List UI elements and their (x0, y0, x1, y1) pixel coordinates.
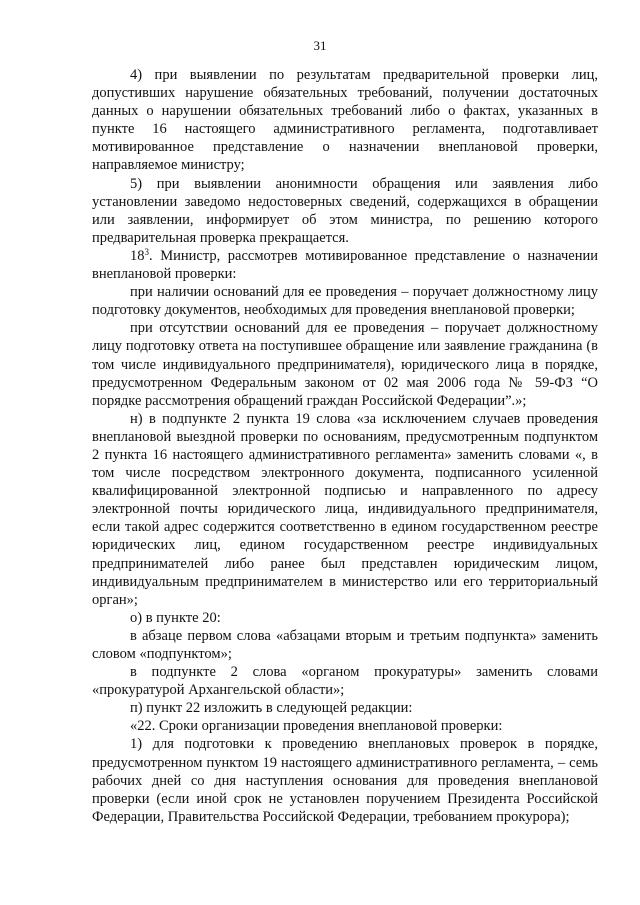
page-number: 31 (313, 38, 327, 53)
paragraph-item-4: 4) при выявлении по результатам предварительной проверки лиц, допустивших нарушение обязательных требований, получении достаточных данных о нарушении обязательных требований либо о фактах, указанных в пункте 16 настоящего административного регламента, подготавливает мотивированное представление о назначении внеплановой проверки, направляемое министру; (92, 67, 598, 174)
paragraph-clause-22-item-1: 1) для подготовки к проведению внеплановых проверок в порядке, предусмотренном пунктом 19 настоящего административного регламента, – семь рабочих дней со дня наступления основания для проведения внеплановой проверки (если иной срок не установлен поручением Президента Российской Федерации, Правительства Российской Федерации, требованием прокурора); (92, 736, 598, 825)
document-body (92, 66, 598, 826)
clause-text: . Министр, рассмотрев мотивированное представление о назначении внеплановой проверки: (92, 247, 598, 283)
paragraph-grounds-absent: при отсутствии оснований для ее проведения – поручает должностному лицу подготовку ответа на поступившее обращение или заявление гражданина (в том числе индивидуального предпринимателя), юридического лица в порядке, предусмотренном Федеральным законом от 02 мая 2006 года № 59-ФЗ “О порядке рассмотрения обращений граждан Российской Федерации”.»; (92, 320, 598, 409)
paragraph-subitem-o: о) в пункте 20: (130, 609, 221, 626)
paragraph-grounds-present: при наличии оснований для ее проведения – поручает должностному лицу подготовку документов, необходимых для проведения внеплановой проверки; (92, 284, 598, 319)
paragraph-subpoint-2: в подпункте 2 слова «органом прокуратуры» заменить словами «прокуратурой Архангельской области»; (92, 664, 598, 699)
paragraph-clause-22: «22. Сроки организации проведения внеплановой проверки: (130, 718, 503, 735)
clause-superscript: 3 (144, 246, 149, 257)
paragraph-item-5: 5) при выявлении анонимности обращения или заявления либо установлении заведомо недостоверных сведений, содержащихся в обращении или заявлении, информирует об этом министра, по решению которого предварительная проверка прекращается. (92, 175, 598, 246)
paragraph-subitem-p: п) пункт 22 изложить в следующей редакции: (130, 700, 413, 717)
paragraph-first-abzac: в абзаце первом слова «абзацами вторым и третьим подпункта» заменить словом «подпунктом»; (92, 627, 598, 662)
paragraph-clause-18-3 (92, 247, 598, 283)
paragraph-subitem-n: н) в подпункте 2 пункта 19 слова «за исключением случаев проведения внеплановой выездной проверки по основаниям, предусмотренным подпунктом 2 пункта 16 настоящего административного регламента» заменить словами «, в том числе посредством электронного документа, подписанного усиленной квалифицированной электронной подписью и направленного по адресу электронной почты юридического лица, индивидуального предпринимателя, если такой адрес содержится соответственно в едином государственном реестре юридических лиц, едином государственном реестре индивидуальных предпринимателей либо ранее был представлен юридическим лицом, индивидуальным предпринимателем в министерство или его территориальный орган»; (92, 410, 598, 608)
clause-number: 18 (130, 247, 145, 264)
